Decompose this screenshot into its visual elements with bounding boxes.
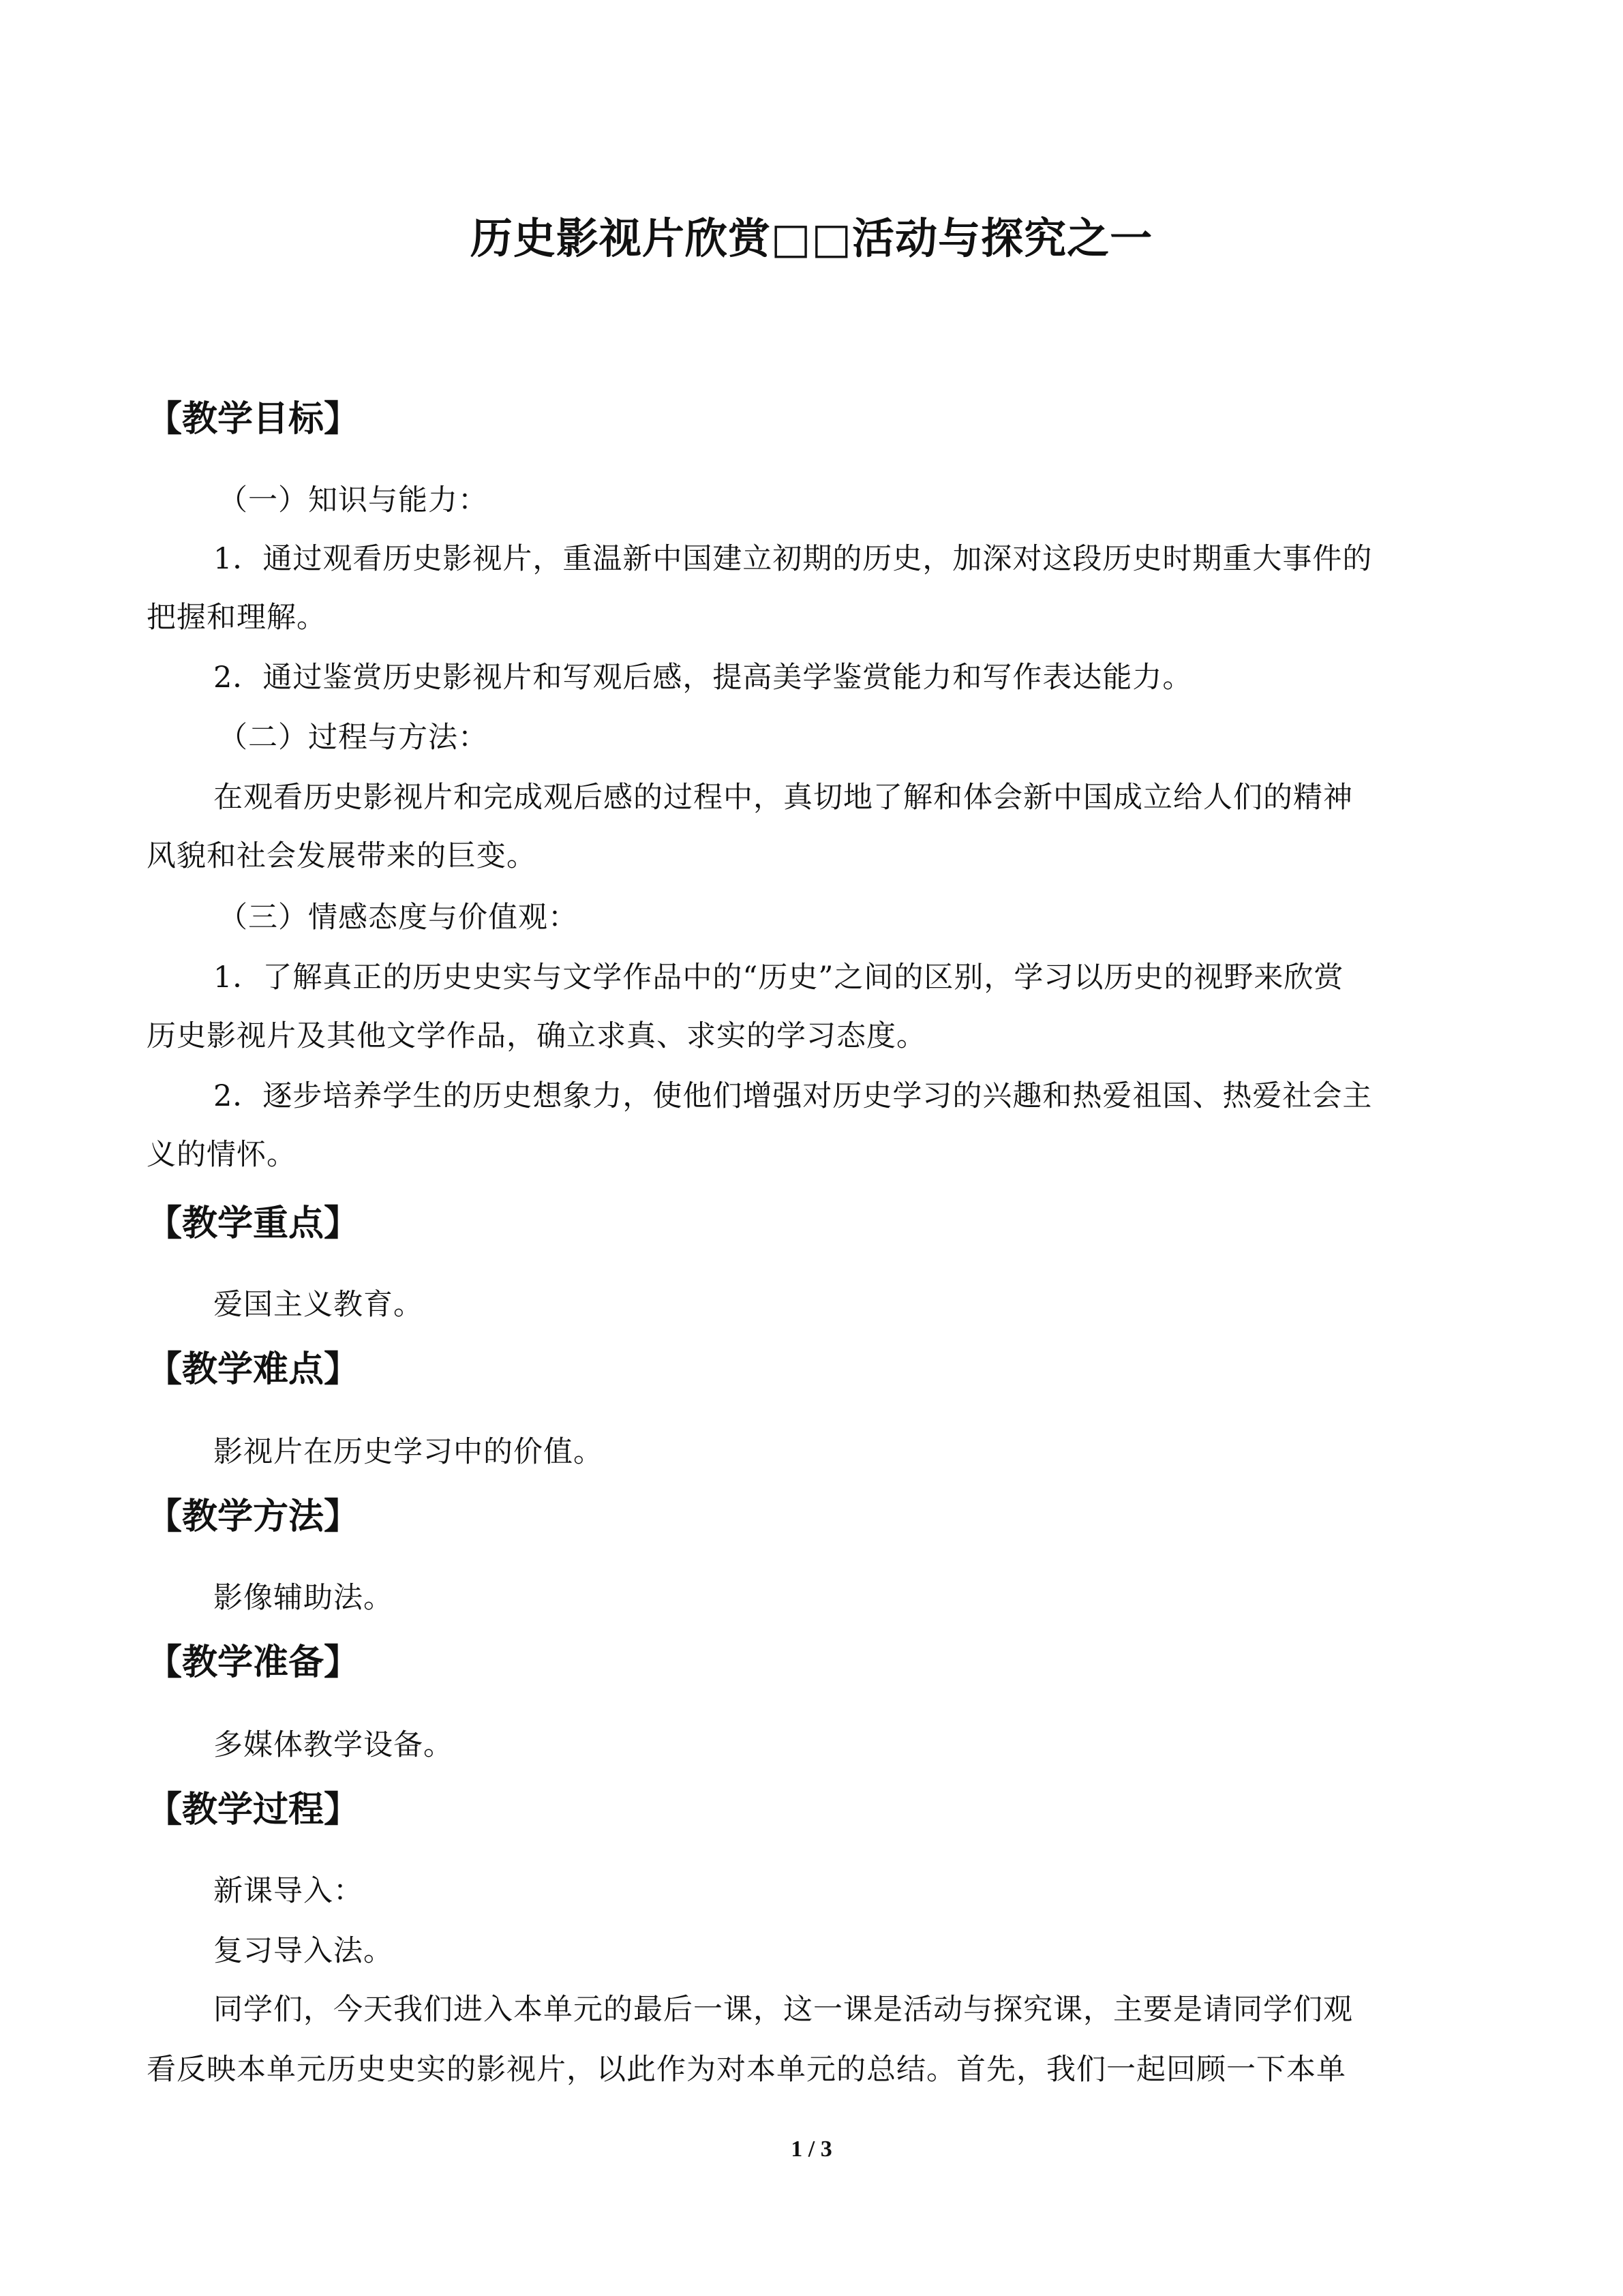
process-paragraph-line-2: 看反映本单元历史史实的影视片，以此作为对本单元的总结。首先，我们一起回顾一下本单	[147, 2053, 1346, 2087]
objectives-paragraph-1-line-1: 1．通过观看历史影视片，重温新中国建立初期的历史，加深对这段历史时期重大事件的	[213, 542, 1373, 576]
objectives-paragraph-3-line-1: 在观看历史影视片和完成观后感的过程中，真切地了解和体会新中国成立给人们的精神	[213, 781, 1353, 815]
key-points-text: 爱国主义教育。	[213, 1288, 423, 1322]
objectives-paragraph-3-line-2: 风貌和社会发展带来的巨变。	[147, 839, 536, 873]
objectives-paragraph-4-line-2: 历史影视片及其他文学作品，确立求真、求实的学习态度。	[147, 1019, 926, 1053]
methods-text: 影像辅助法。	[213, 1581, 393, 1615]
process-paragraph-line-1: 同学们，今天我们进入本单元的最后一课，这一课是活动与探究课，主要是请同学们观	[213, 1993, 1353, 2027]
document-title: 历史影视片欣赏□□活动与探究之一	[470, 213, 1153, 263]
page-number: 1 / 3	[791, 2136, 832, 2162]
objectives-paragraph-5-line-1: 2．逐步培养学生的历史想象力，使他们增强对历史学习的兴趣和热爱祖国、热爱社会主	[213, 1079, 1373, 1113]
objectives-heading: 【教学目标】	[147, 399, 360, 440]
process-method: 复习导入法。	[213, 1934, 393, 1968]
objectives-paragraph-1-line-2: 把握和理解。	[147, 601, 327, 635]
difficulties-text: 影视片在历史学习中的价值。	[213, 1435, 603, 1469]
objectives-paragraph-5-line-2: 义的情怀。	[147, 1138, 297, 1172]
objectives-subheading-process: （二）过程与方法：	[218, 721, 488, 755]
methods-heading: 【教学方法】	[147, 1496, 360, 1537]
objectives-subheading-values: （三）情感态度与价值观：	[218, 901, 578, 935]
key-points-heading: 【教学重点】	[147, 1203, 360, 1244]
objectives-subheading-knowledge: （一）知识与能力：	[218, 483, 488, 517]
process-intro: 新课导入：	[213, 1874, 363, 1908]
objectives-paragraph-4-line-1: 1．了解真正的历史史实与文学作品中的“历史”之间的区别，学习以历史的视野来欣赏	[213, 961, 1344, 995]
preparation-heading: 【教学准备】	[147, 1642, 360, 1683]
objectives-paragraph-2: 2．通过鉴赏历史影视片和写观后感，提高美学鉴赏能力和写作表达能力。	[213, 661, 1193, 695]
difficulties-heading: 【教学难点】	[147, 1349, 360, 1390]
process-heading: 【教学过程】	[147, 1789, 360, 1830]
preparation-text: 多媒体教学设备。	[213, 1728, 453, 1762]
